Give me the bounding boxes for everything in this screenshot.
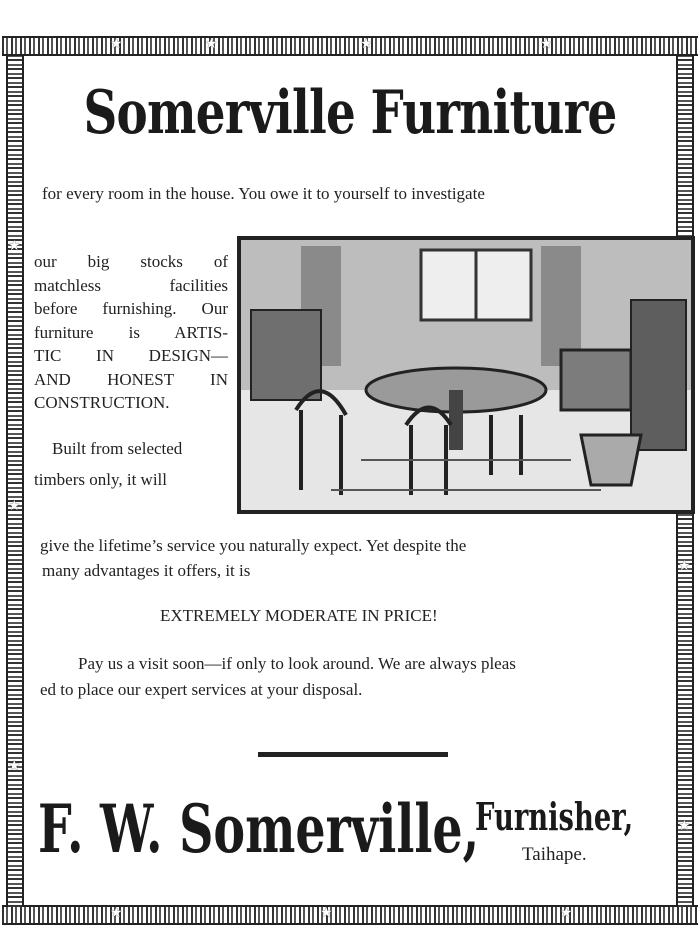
left-border <box>6 56 24 907</box>
signature-name: F. W. Somerville, <box>38 790 480 868</box>
signature-town: Taihape. <box>522 844 587 865</box>
left-column-text <box>34 250 228 415</box>
left-line: matchless facilities <box>34 275 228 295</box>
star-icon: ★ <box>360 37 373 52</box>
star-icon: ★ <box>560 906 573 921</box>
left-line: TIC IN DESIGN— <box>34 346 228 365</box>
divider-rule <box>258 752 448 757</box>
star-icon: ★ <box>678 559 691 574</box>
continuation-line-1: give the lifetime’s service you naturally expect. Yet despite the <box>40 536 467 555</box>
continuation-line-2: many advantages it offers, it is <box>42 561 251 580</box>
visit-line-1: Pay us a visit soon—if only to look around. We are always pleas <box>78 654 516 673</box>
left-line: furniture is ARTIS- <box>34 322 228 342</box>
left-line: CONSTRUCTION. <box>34 393 170 412</box>
star-icon: ★ <box>110 906 123 921</box>
star-icon: ★ <box>110 37 123 52</box>
built-text-2: timbers only, it will <box>34 470 168 489</box>
star-icon: ★ <box>540 37 553 52</box>
star-icon: ★ <box>205 37 218 52</box>
room-illustration <box>237 236 695 514</box>
left-line: AND HONEST IN <box>34 369 228 389</box>
star-icon: ★ <box>8 239 21 254</box>
star-icon: ★ <box>320 906 333 921</box>
star-icon: ★ <box>8 759 21 774</box>
left-line: our big stocks of <box>34 252 228 271</box>
visit-line-2: ed to place our expert services at your disposal. <box>40 680 363 699</box>
intro-text: for every room in the house. You owe it to yourself to investigate <box>42 184 485 203</box>
top-border <box>2 36 698 56</box>
price-line: EXTREMELY MODERATE IN PRICE! <box>160 606 438 625</box>
built-text-1: Built from selected <box>52 439 183 458</box>
left-line: before furnishing. Our <box>34 299 228 318</box>
star-icon: ★ <box>678 819 691 834</box>
signature-role: Furnisher, <box>475 794 634 839</box>
bottom-border <box>2 905 698 925</box>
headline: Somerville Furniture <box>83 78 617 148</box>
star-icon: ★ <box>8 499 21 514</box>
